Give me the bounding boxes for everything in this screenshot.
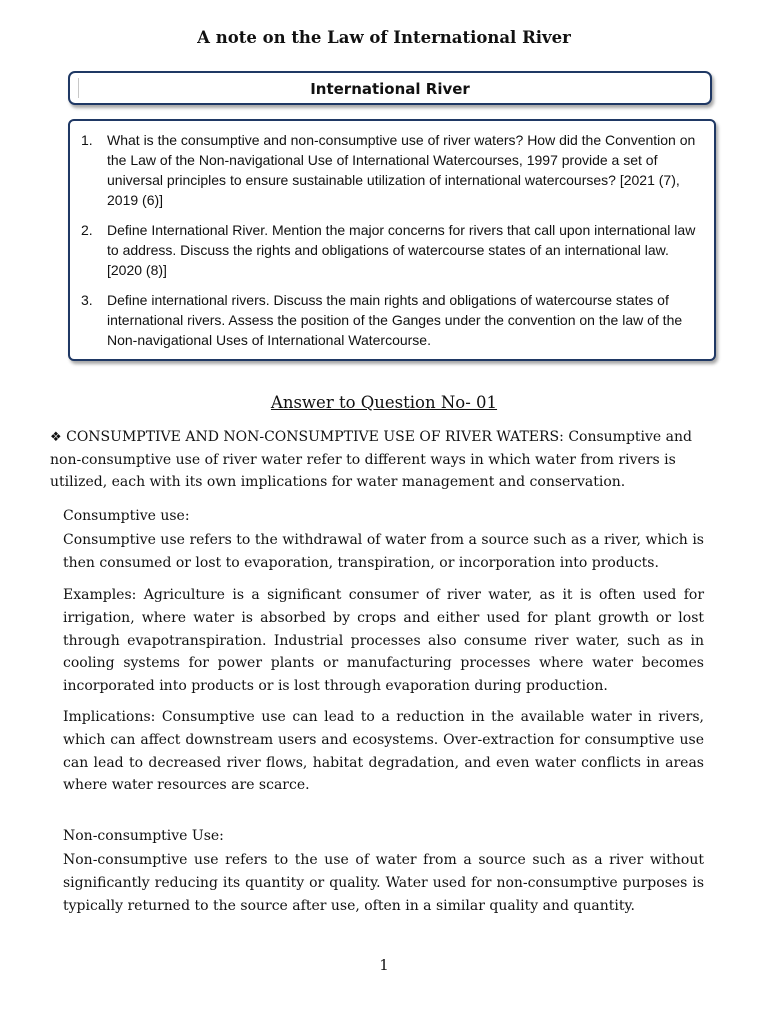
question-number: 3.: [81, 292, 93, 308]
non-consumptive-text: Non-consumptive use refers to the use of water from a source such as a river without significantly reducing its quantity or quality. Water used for non-consumptive purposes is typically returned to the source after use, often in a similar quality and quantity.: [63, 852, 704, 914]
implications-paragraph: [63, 706, 704, 797]
diamond-bullet-icon: ❖: [50, 430, 62, 445]
bullet-lead: CONSUMPTIVE AND NON-CONSUMPTIVE USE OF RIVER WATERS:: [66, 429, 564, 445]
non-consumptive-heading: Non-consumptive Use:: [63, 828, 224, 844]
implications-text: Consumptive use can lead to a reduction in the available water in rivers, which can affect downstream users and ecosystems. Over-extraction for consumptive use can lead to decreased river flows, habitat degradation, and even water conflicts in areas where water resources are scarce.: [63, 709, 704, 794]
examples-label: Examples:: [63, 587, 137, 603]
section-title: International River: [310, 80, 470, 98]
question-item: [81, 220, 704, 280]
question-item: [81, 130, 704, 210]
bullet-paragraph: [50, 426, 706, 493]
section-title-box: [68, 71, 712, 105]
page-number: 1: [379, 956, 389, 974]
consumptive-text: Consumptive use refers to the withdrawal of water from a source such as a river, which is then consumed or lost to evaporation, transpiration, or incorporation into products.: [63, 532, 704, 571]
questions-box: [68, 119, 716, 361]
question-text: What is the consumptive and non-consumptive use of river waters? How did the Convention on the Law of the Non-navigational Use of International Watercourses, 1997 provide a set of universal principles to ensure sustainable utilization of international watercourses? [2021 (7), 2019 (6)]: [107, 132, 696, 208]
bullet-text: Consumptive and non-consumptive use of river water refer to different ways in which water from rivers is utilized, each with its own implications for water management and conservation.: [50, 429, 692, 490]
question-number: 2.: [81, 222, 93, 238]
consumptive-heading: Consumptive use:: [63, 508, 190, 524]
question-item: [81, 290, 704, 350]
answer-heading: Answer to Question No- 01: [270, 393, 498, 412]
examples-paragraph: [63, 584, 704, 698]
question-number: 1.: [81, 132, 93, 148]
examples-text: Agriculture is a significant consumer of river water, as it is often used for irrigation, where water is absorbed by crops and either used for plant growth or lost through evapotranspiration. Industrial processes also consume river water, such as in cooling systems for power plants or manufacturing processes where water becomes incorporated into products or is lost through evaporation during production.: [63, 587, 705, 695]
question-text: Define international rivers. Discuss the main rights and obligations of watercourse states of international rivers. Assess the position of the Ganges under the convention on the law of the Non-navigational Uses of International Watercourse.: [107, 292, 683, 348]
question-text: Define International River. Mention the major concerns for rivers that call upon international law to address. Discuss the rights and obligations of watercourse states of an international law. [2020 (8)]: [107, 222, 696, 278]
document-title: A note on the Law of International River: [197, 28, 571, 47]
implications-label: Implications:: [63, 709, 156, 725]
